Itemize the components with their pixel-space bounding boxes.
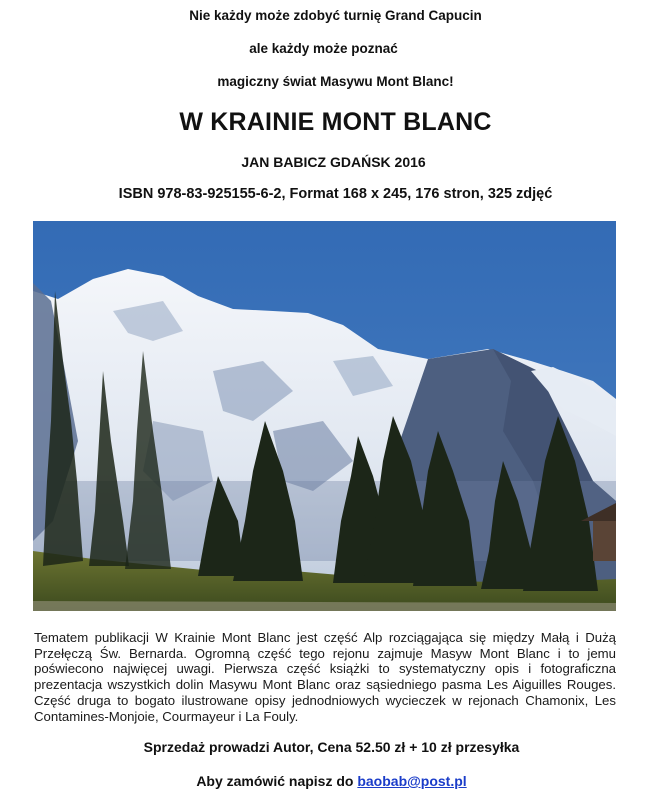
tagline-2: ale każdy może poznać (249, 41, 398, 56)
order-prefix: Aby zamówić napisz do (196, 773, 358, 789)
tagline-1: Nie każdy może zdobyć turnię Grand Capucin (189, 8, 482, 23)
order-line (8, 773, 647, 789)
tagline-3: magiczny świat Masywu Mont Blanc! (217, 74, 454, 89)
email-link[interactable]: baobab@post.pl (357, 773, 467, 789)
mont-blanc-photo (33, 221, 616, 611)
price-line: Sprzedaż prowadzi Autor, Cena 52.50 zł + 10 zł przesyłka (143, 739, 520, 755)
mountain-landscape-image (33, 221, 616, 611)
isbn-line: ISBN 978-83-925155-6-2, Format 168 x 245, 176 stron, 325 zdjęć (118, 186, 553, 202)
book-title: W KRAINIE MONT BLANC (179, 108, 492, 136)
author-line: JAN BABICZ GDAŃSK 2016 (241, 154, 426, 170)
book-description: Tematem publikacji W Krainie Mont Blanc jest część Alp rozciągająca się między Małą i Dużą Przełęczą Św. Bernarda. Ogromną część tego rejonu zajmuje Masyw Mont Blanc i to jemu poświecono najwięcej uwagi. Pierwsza część książki to systematyczny opis i fotograficzna prezentacja wszystkich dolin Masywu Mont Blanc oraz sąsiedniego pasma Les Aiguilles Rouges. Część druga to bogato ilustrowane opisy jednodniowych wycieczek w rejonach Chamonix, Les Contamines-Monjoie, Courmayeur i La Fouly. (34, 630, 616, 724)
